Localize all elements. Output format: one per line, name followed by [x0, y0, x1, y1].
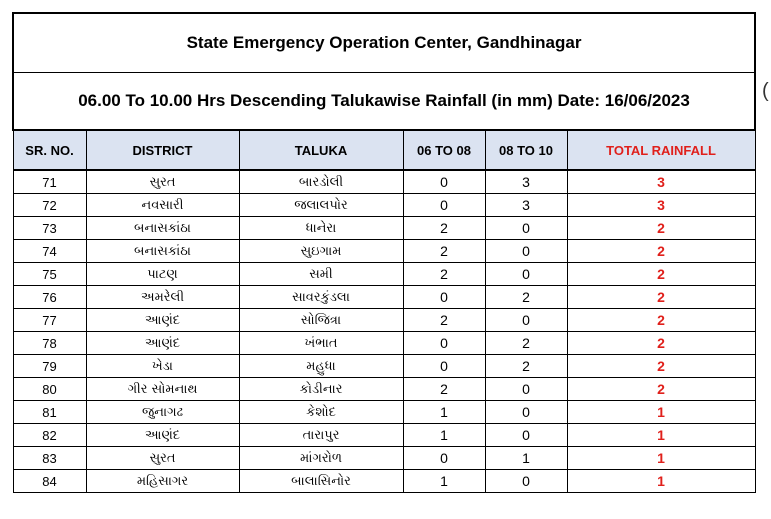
cell-sr-no: 82 [13, 424, 86, 447]
cell-06-to-08: 0 [403, 447, 485, 470]
cell-06-to-08: 0 [403, 170, 485, 194]
cell-taluka: બારડોલી [239, 170, 403, 194]
cell-sr-no: 74 [13, 240, 86, 263]
report-title: State Emergency Operation Center, Gandhinagar [13, 13, 755, 73]
table-row [13, 447, 755, 470]
cell-06-to-08: 1 [403, 401, 485, 424]
cell-taluka: કોડીનાર [239, 378, 403, 401]
cell-taluka: સોજિત્રા [239, 309, 403, 332]
table-row [13, 332, 755, 355]
header-total-rainfall: TOTAL RAINFALL [567, 130, 755, 170]
cell-total-rainfall: 2 [567, 263, 755, 286]
rainfall-table [12, 12, 756, 493]
cell-district: આણંદ [86, 332, 239, 355]
cell-taluka: કેશોદ [239, 401, 403, 424]
table-row [13, 240, 755, 263]
cell-08-to-10: 0 [485, 470, 567, 493]
cell-district: સુરત [86, 170, 239, 194]
cell-taluka: મહુધા [239, 355, 403, 378]
cell-taluka: સુઇગામ [239, 240, 403, 263]
cell-06-to-08: 0 [403, 286, 485, 309]
cell-08-to-10: 0 [485, 217, 567, 240]
cell-district: નવસારી [86, 194, 239, 217]
cell-total-rainfall: 2 [567, 240, 755, 263]
cell-total-rainfall: 2 [567, 332, 755, 355]
header-sr-no: SR. NO. [13, 130, 86, 170]
cell-total-rainfall: 1 [567, 401, 755, 424]
table-row [13, 194, 755, 217]
cell-district: આણંદ [86, 309, 239, 332]
cell-sr-no: 84 [13, 470, 86, 493]
cell-total-rainfall: 2 [567, 355, 755, 378]
cell-total-rainfall: 3 [567, 170, 755, 194]
cell-sr-no: 78 [13, 332, 86, 355]
cell-total-rainfall: 2 [567, 309, 755, 332]
cell-sr-no: 73 [13, 217, 86, 240]
header-06-to-08: 06 TO 08 [403, 130, 485, 170]
cell-08-to-10: 0 [485, 378, 567, 401]
table-row [13, 286, 755, 309]
cell-sr-no: 71 [13, 170, 86, 194]
table-row [13, 170, 755, 194]
cell-08-to-10: 2 [485, 286, 567, 309]
cell-06-to-08: 2 [403, 309, 485, 332]
cell-district: ગીર સોમનાથ [86, 378, 239, 401]
cell-total-rainfall: 1 [567, 447, 755, 470]
cell-taluka: સમી [239, 263, 403, 286]
cell-06-to-08: 2 [403, 263, 485, 286]
table-row [13, 355, 755, 378]
cell-total-rainfall: 1 [567, 470, 755, 493]
cell-sr-no: 75 [13, 263, 86, 286]
table-row [13, 263, 755, 286]
header-08-to-10: 08 TO 10 [485, 130, 567, 170]
title-row [13, 13, 755, 73]
cell-sr-no: 80 [13, 378, 86, 401]
cell-08-to-10: 0 [485, 263, 567, 286]
cell-district: જુનાગઢ [86, 401, 239, 424]
cell-district: સુરત [86, 447, 239, 470]
cell-taluka: ખંભાત [239, 332, 403, 355]
cell-06-to-08: 0 [403, 355, 485, 378]
table-row [13, 470, 755, 493]
table-row [13, 309, 755, 332]
report-subtitle: 06.00 To 10.00 Hrs Descending Talukawise Rainfall (in mm) Date: 16/06/2023 [13, 73, 755, 131]
cell-08-to-10: 3 [485, 194, 567, 217]
cell-district: બનાસકાંઠા [86, 240, 239, 263]
table-row [13, 217, 755, 240]
cell-district: મહિસાગર [86, 470, 239, 493]
cell-taluka: તારાપુર [239, 424, 403, 447]
cell-taluka: જલાલપોર [239, 194, 403, 217]
cell-08-to-10: 0 [485, 240, 567, 263]
edge-glyph: ( [762, 80, 769, 102]
table-row [13, 401, 755, 424]
cell-08-to-10: 1 [485, 447, 567, 470]
cell-08-to-10: 0 [485, 309, 567, 332]
cell-06-to-08: 2 [403, 378, 485, 401]
cell-taluka: માંગરોળ [239, 447, 403, 470]
cell-taluka: સાવરકુંડલા [239, 286, 403, 309]
cell-08-to-10: 2 [485, 355, 567, 378]
cell-total-rainfall: 2 [567, 217, 755, 240]
subtitle-row [13, 73, 755, 131]
cell-total-rainfall: 1 [567, 424, 755, 447]
cell-06-to-08: 2 [403, 240, 485, 263]
cell-total-rainfall: 2 [567, 286, 755, 309]
cell-08-to-10: 3 [485, 170, 567, 194]
cell-taluka: ધાનેરા [239, 217, 403, 240]
header-taluka: TALUKA [239, 130, 403, 170]
column-header-row [13, 130, 755, 170]
cell-06-to-08: 0 [403, 332, 485, 355]
table-row [13, 424, 755, 447]
cell-sr-no: 81 [13, 401, 86, 424]
cell-08-to-10: 2 [485, 332, 567, 355]
cell-district: ખેડા [86, 355, 239, 378]
cell-total-rainfall: 3 [567, 194, 755, 217]
cell-sr-no: 72 [13, 194, 86, 217]
header-district: DISTRICT [86, 130, 239, 170]
cell-06-to-08: 0 [403, 194, 485, 217]
cell-district: બનાસકાંઠા [86, 217, 239, 240]
cell-06-to-08: 2 [403, 217, 485, 240]
table-row [13, 378, 755, 401]
cell-district: પાટણ [86, 263, 239, 286]
cell-taluka: બાલાસિનોર [239, 470, 403, 493]
cell-total-rainfall: 2 [567, 378, 755, 401]
cell-sr-no: 83 [13, 447, 86, 470]
cell-06-to-08: 1 [403, 424, 485, 447]
cell-08-to-10: 0 [485, 401, 567, 424]
cell-sr-no: 77 [13, 309, 86, 332]
cell-sr-no: 79 [13, 355, 86, 378]
cell-district: આણંદ [86, 424, 239, 447]
cell-sr-no: 76 [13, 286, 86, 309]
cell-08-to-10: 0 [485, 424, 567, 447]
cell-06-to-08: 1 [403, 470, 485, 493]
cell-district: અમરેલી [86, 286, 239, 309]
